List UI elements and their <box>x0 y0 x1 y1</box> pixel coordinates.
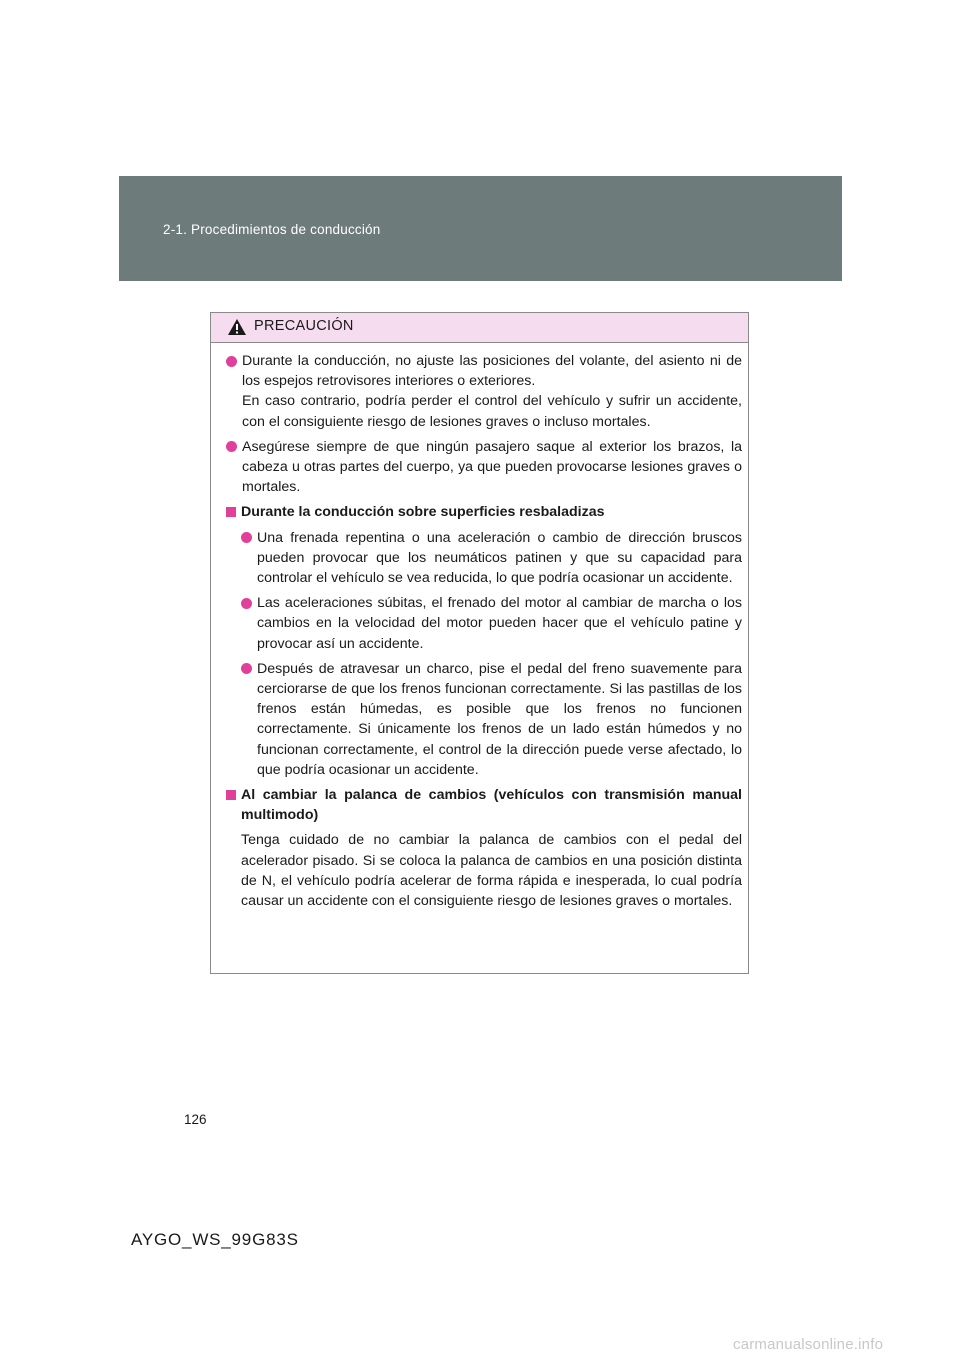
bullet-dot-icon <box>241 532 252 543</box>
bullet-text: Asegúrese siempre de que ningún pasajero saque al exterior los brazos, la cabeza u otras partes del cuerpo, ya que pueden provocarse lesiones graves o mortales. <box>242 438 742 496</box>
bullet-dot-icon <box>226 356 237 367</box>
caution-title: PRECAUCIÓN <box>254 318 354 334</box>
bullet-text: Las aceleraciones súbitas, el frenado del motor al cambiar de marcha o los cambios en la velocidad del motor pueden hacer que el vehículo patine y provocar así un accidente. <box>257 595 742 652</box>
chapter-header-band <box>119 176 842 281</box>
bullet-item <box>241 659 742 780</box>
page-number: 126 <box>184 1112 207 1127</box>
section-shift-lever <box>226 785 742 911</box>
section-heading <box>226 502 742 522</box>
bullet-item <box>241 593 742 654</box>
section-paragraph: Tenga cuidado de no cambiar la palanca de cambios con el pedal del acelerador pisado. Si se coloca la palanca de cambios en una posición distinta de N, el vehículo podría acelerar de forma rápida e inesperada, lo cual podría causar un accidente con el consiguiente riesgo de lesiones graves o mortales. <box>241 832 742 910</box>
watermark: carmanualsonline.info <box>733 1336 884 1353</box>
document-code: AYGO_WS_99G83S <box>131 1230 299 1249</box>
section-heading-text: Al cambiar la palanca de cambios (vehículos con transmisión manual multimodo) <box>241 787 742 824</box>
caution-body <box>211 343 748 916</box>
bullet-item <box>241 528 742 589</box>
caution-header <box>211 313 748 343</box>
bullet-dot-icon <box>241 663 252 674</box>
bullet-text: Durante la conducción, no ajuste las posiciones del volante, del asiento ni de los espejos retrovisores interiores o exteriores. En caso contrario, podría perder el control del vehículo y sufrir un accidente, con el consiguiente riesgo de lesiones graves o incluso mortales. <box>242 353 742 430</box>
warning-triangle-icon <box>227 318 247 336</box>
section-square-icon <box>226 790 236 800</box>
bullet-dot-icon <box>241 598 252 609</box>
section-heading <box>226 785 742 825</box>
caution-box <box>210 312 749 974</box>
bullet-item <box>226 437 742 498</box>
bullet-item <box>226 351 742 432</box>
bullet-text: Una frenada repentina o una aceleración o cambio de dirección bruscos pueden provocar que los neumáticos patinen y que su capacidad para controlar el vehículo se vea reducida, lo que podría ocasionar un accidente. <box>257 529 742 587</box>
section-heading-text: Durante la conducción sobre superficies resbaladizas <box>241 504 605 521</box>
chapter-section-title: 2-1. Procedimientos de conducción <box>163 222 381 237</box>
section-square-icon <box>226 507 236 517</box>
section-slippery-surfaces <box>226 502 742 780</box>
bullet-dot-icon <box>226 441 237 452</box>
bullet-text: Después de atravesar un charco, pise el pedal del freno suavemente para cerciorarse de que los frenos funcionan correctamente. Si las pastillas de los frenos están húmedas, es posible que los frenos no funcionen correctamente. Si únicamente los frenos de un lado están húmedos y no funcionan correctamente, el control de la dirección puede verse afectado, lo que podría ocasionar un accidente. <box>257 660 742 778</box>
